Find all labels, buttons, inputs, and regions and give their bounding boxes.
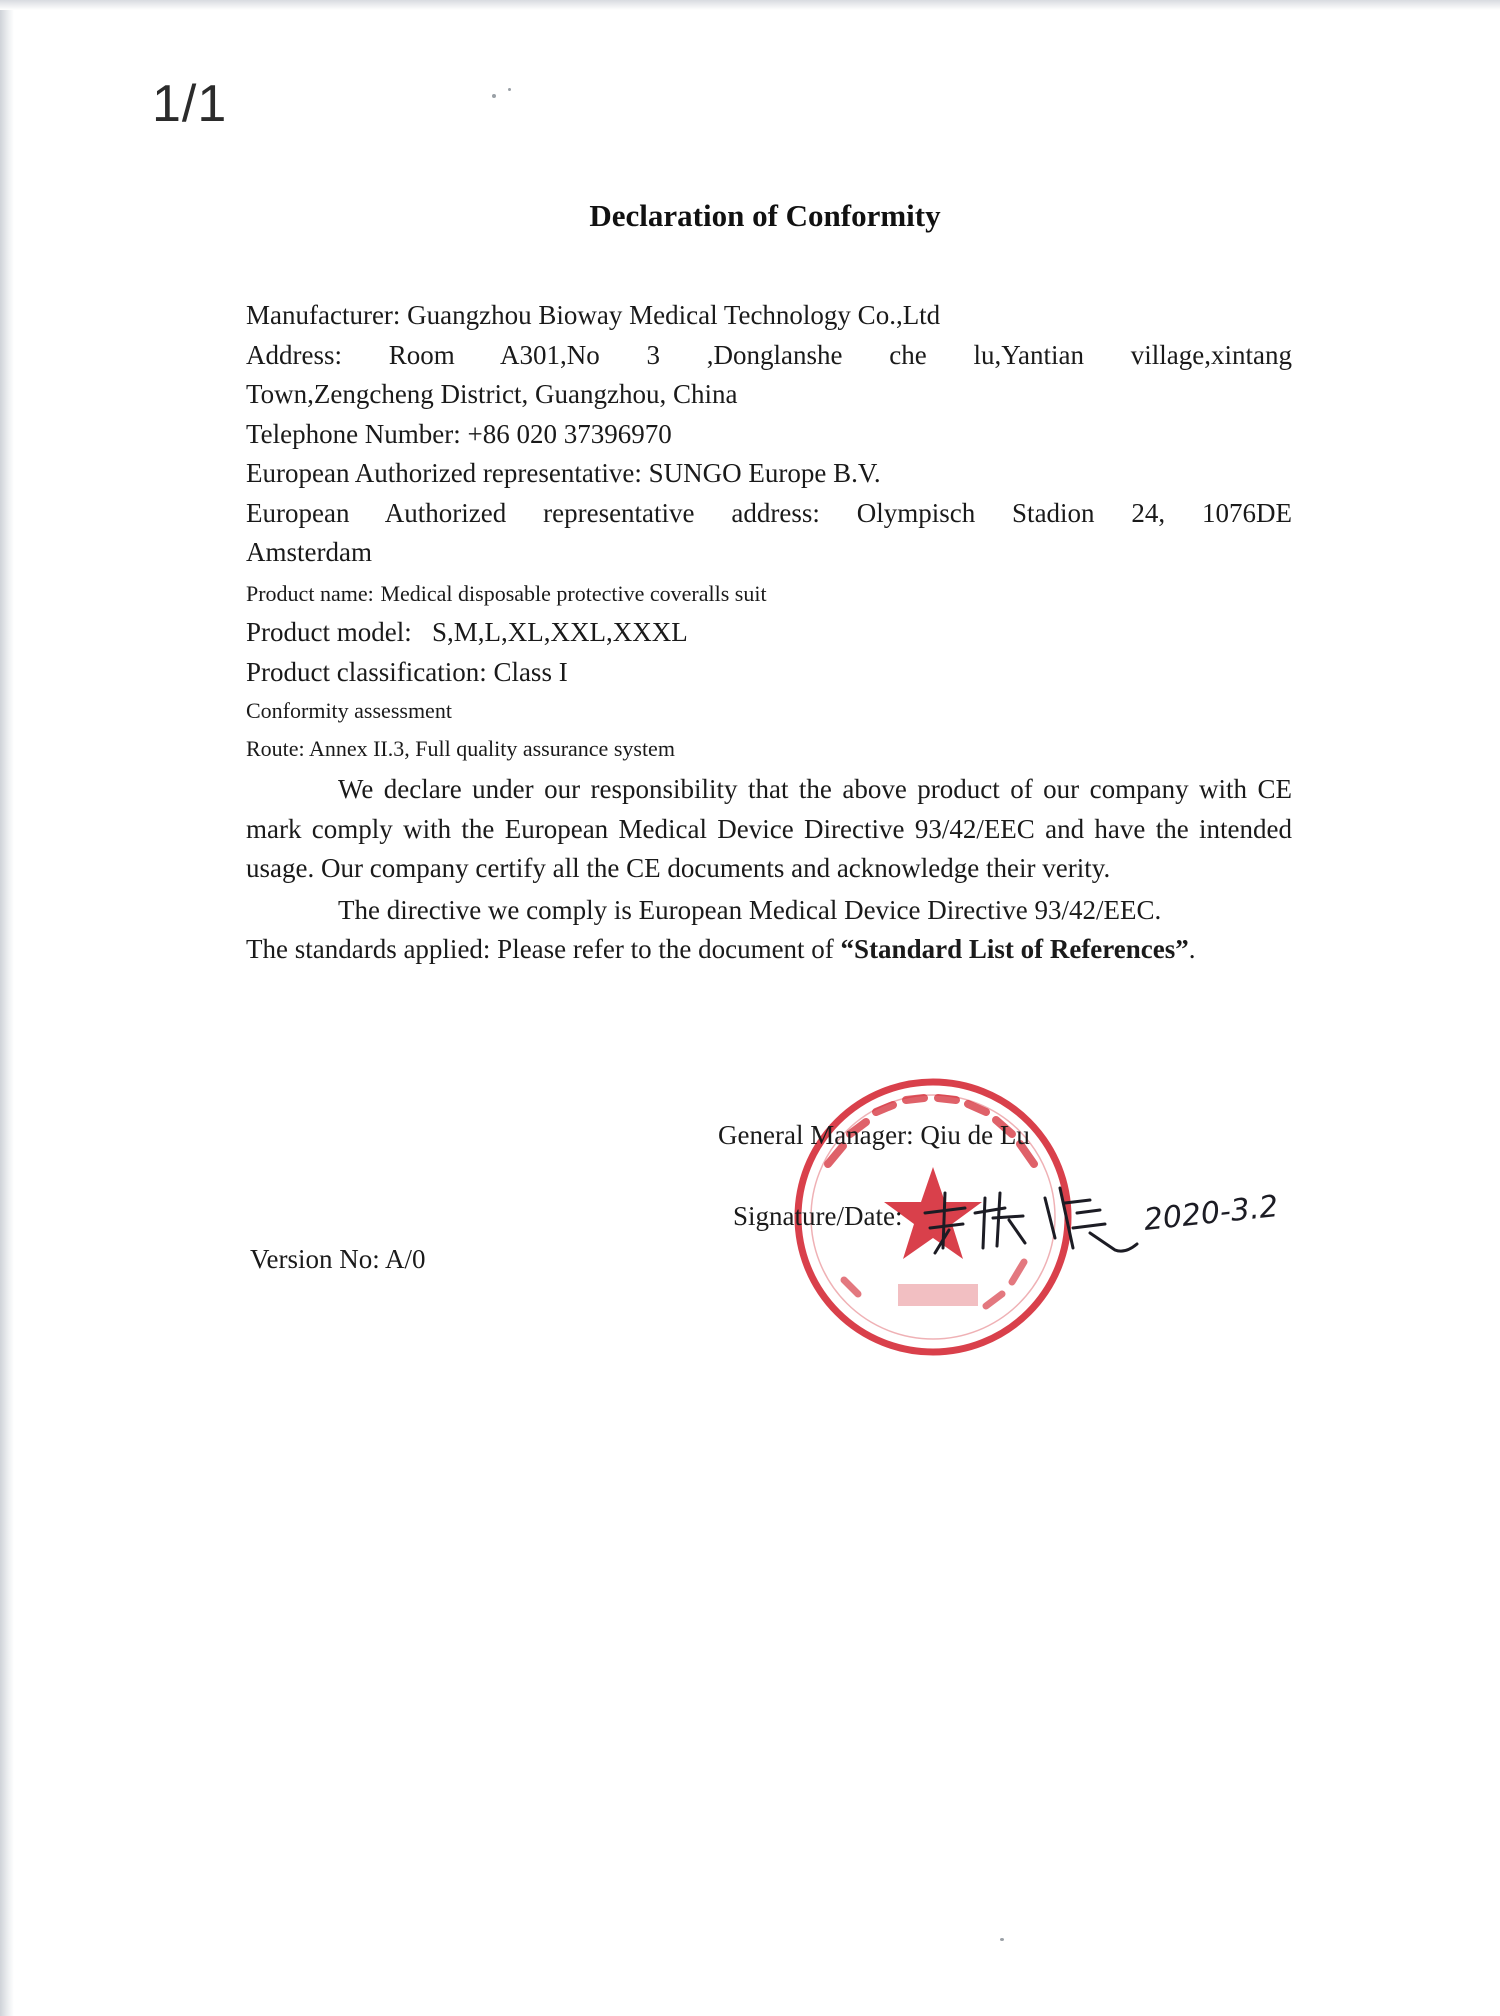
address-line-2: Town,Zengcheng District, Guangzhou, China [246, 379, 738, 409]
scan-speck [1000, 1938, 1004, 1941]
signature-stroke [975, 1193, 1025, 1248]
classification-line: Product classification: Class I [246, 656, 568, 687]
manufacturer-line: Manufacturer: Guangzhou Bioway Medical Technology Co.,Ltd [246, 300, 941, 330]
directive-sentence: The directive we comply is European Medical Device Directive 93/42/EEC. [338, 894, 1162, 925]
signature-stroke [1045, 1188, 1137, 1251]
route-line: Route: Annex II.3, Full quality assurance system [246, 736, 675, 761]
scan-speck [492, 94, 496, 98]
standards-reference: “Standard List of References” [840, 934, 1189, 964]
signature-stroke [925, 1193, 965, 1253]
handwritten-signature [905, 1158, 1325, 1258]
signature-date-label: Signature/Date: [733, 1201, 903, 1231]
eu-rep-line: European Authorized representative: SUNGO Europe B.V. [246, 458, 881, 488]
product-name-value: Medical disposable protective coveralls suit [380, 580, 767, 606]
general-manager-line: General Manager: Qiu de Lu [718, 1120, 1030, 1150]
scan-edge-top [0, 0, 1500, 10]
version-number: Version No: A/0 [250, 1244, 426, 1274]
eu-rep-address-line-2: Amsterdam [246, 537, 372, 567]
product-model-value: S,M,L,XL,XXL,XXXL [431, 617, 688, 647]
product-name-line [246, 573, 1292, 614]
stamp-blurred-code [898, 1284, 978, 1306]
standards-suffix: . [1188, 934, 1196, 964]
standards-sentence [246, 930, 1292, 970]
product-model-line [246, 613, 1292, 653]
scan-edge-left [0, 0, 14, 2016]
standards-prefix: The standards applied: Please refer to the document of [246, 934, 841, 964]
eu-rep-address-line-1: European Authorized representative address: Olympisch Stadion 24, 1076DE [246, 497, 1292, 528]
document-title: Declaration of Conformity [589, 198, 941, 233]
declaration-paragraph: We declare under our responsibility that the above product of our company with CE mark comply with the European Medical Device Directive 93/42/EEC and have the intended usage. Our company certify all the CE documents and acknowledge their verity. [246, 774, 1292, 883]
product-name-label: Product name: [246, 580, 374, 606]
telephone-line: Telephone Number: +86 020 37396970 [246, 418, 672, 449]
declaration-body [246, 296, 1292, 970]
conformity-assessment-line: Conformity assessment [246, 698, 452, 723]
product-model-label: Product model: [246, 617, 412, 647]
address-line-1: Address: Room A301,No 3 ,Donglanshe che lu,Yantian village,xintang [246, 339, 1292, 370]
page-number: 1/1 [152, 75, 228, 133]
signature-date: 2020-3.2 [1142, 1189, 1280, 1238]
scan-speck [508, 88, 511, 91]
